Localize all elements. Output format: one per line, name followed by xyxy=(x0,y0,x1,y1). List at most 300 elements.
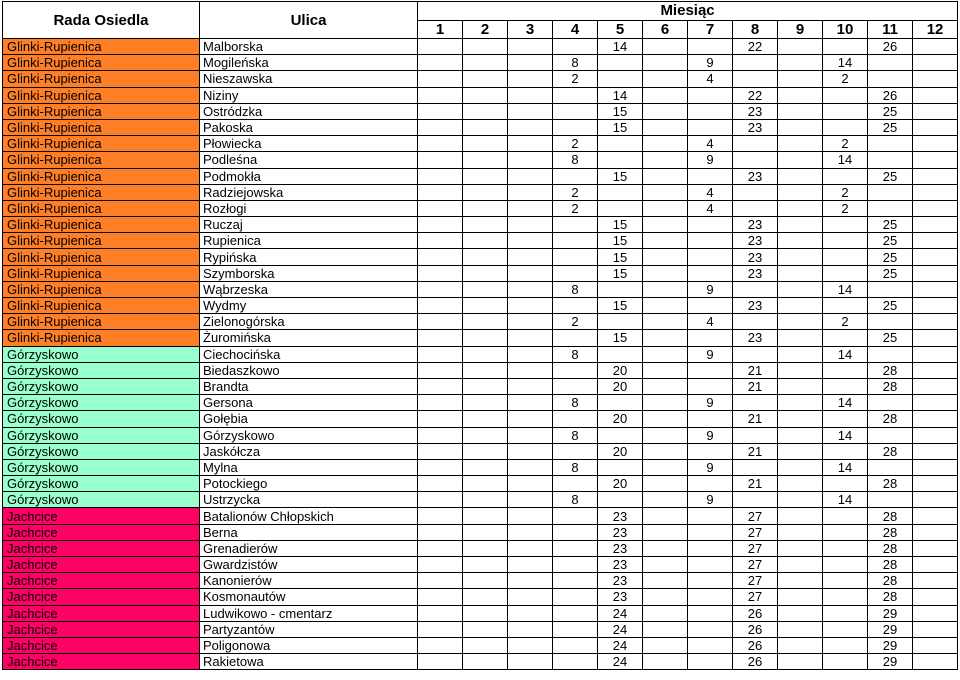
ulica-cell: Jaskółcza xyxy=(200,443,418,459)
month-2-cell xyxy=(463,346,508,362)
month-6-cell xyxy=(643,395,688,411)
rada-cell: Jachcice xyxy=(3,524,200,540)
month-1-cell xyxy=(418,476,463,492)
month-11-cell: 28 xyxy=(868,524,913,540)
month-8-cell xyxy=(733,314,778,330)
rada-cell: Glinki-Rupienica xyxy=(3,314,200,330)
month-9-cell xyxy=(778,217,823,233)
month-2-cell xyxy=(463,476,508,492)
month-8-cell xyxy=(733,200,778,216)
month-4-cell xyxy=(553,557,598,573)
month-10-cell xyxy=(823,119,868,135)
month-7-cell xyxy=(688,654,733,670)
month-11-cell xyxy=(868,55,913,71)
month-9-cell xyxy=(778,233,823,249)
month-7-cell xyxy=(688,298,733,314)
month-4-cell: 8 xyxy=(553,281,598,297)
table-row xyxy=(3,589,958,605)
month-10-cell xyxy=(823,39,868,55)
month-2-cell xyxy=(463,508,508,524)
rada-cell: Jachcice xyxy=(3,540,200,556)
rada-cell: Glinki-Rupienica xyxy=(3,217,200,233)
ulica-cell: Radziejowska xyxy=(200,184,418,200)
month-12-cell xyxy=(913,55,958,71)
month-12-cell xyxy=(913,314,958,330)
month-11-cell: 28 xyxy=(868,378,913,394)
month-8-cell xyxy=(733,427,778,443)
month-12-cell xyxy=(913,217,958,233)
month-11-cell: 28 xyxy=(868,476,913,492)
month-10-cell xyxy=(823,443,868,459)
month-2-cell xyxy=(463,119,508,135)
month-8-cell: 23 xyxy=(733,168,778,184)
table-row xyxy=(3,233,958,249)
month-1-cell xyxy=(418,443,463,459)
month-1-cell xyxy=(418,217,463,233)
month-7-cell xyxy=(688,573,733,589)
table-row xyxy=(3,605,958,621)
month-5-cell: 23 xyxy=(598,557,643,573)
month-9-cell xyxy=(778,427,823,443)
month-5-cell: 24 xyxy=(598,621,643,637)
month-2-cell xyxy=(463,233,508,249)
month-7-cell xyxy=(688,637,733,653)
month-1-cell xyxy=(418,168,463,184)
month-11-cell xyxy=(868,346,913,362)
month-header-10: 10 xyxy=(823,20,868,39)
month-2-cell xyxy=(463,621,508,637)
month-2-cell xyxy=(463,39,508,55)
month-6-cell xyxy=(643,476,688,492)
month-8-cell: 27 xyxy=(733,573,778,589)
month-9-cell xyxy=(778,55,823,71)
month-7-cell xyxy=(688,605,733,621)
month-5-cell: 14 xyxy=(598,87,643,103)
month-5-cell: 24 xyxy=(598,605,643,621)
month-12-cell xyxy=(913,411,958,427)
month-8-cell: 27 xyxy=(733,508,778,524)
month-11-cell: 29 xyxy=(868,605,913,621)
rada-cell: Glinki-Rupienica xyxy=(3,87,200,103)
month-6-cell xyxy=(643,168,688,184)
month-2-cell xyxy=(463,395,508,411)
month-1-cell xyxy=(418,508,463,524)
month-7-cell: 4 xyxy=(688,136,733,152)
month-6-cell xyxy=(643,411,688,427)
month-4-cell xyxy=(553,168,598,184)
month-5-cell xyxy=(598,281,643,297)
rada-cell: Glinki-Rupienica xyxy=(3,233,200,249)
ulica-cell: Nieszawska xyxy=(200,71,418,87)
month-7-cell xyxy=(688,103,733,119)
month-6-cell xyxy=(643,152,688,168)
month-10-cell xyxy=(823,524,868,540)
month-12-cell xyxy=(913,443,958,459)
month-10-cell: 2 xyxy=(823,71,868,87)
table-body xyxy=(3,39,958,670)
month-5-cell: 24 xyxy=(598,637,643,653)
month-3-cell xyxy=(508,39,553,55)
month-11-cell: 25 xyxy=(868,330,913,346)
month-1-cell xyxy=(418,395,463,411)
month-1-cell xyxy=(418,524,463,540)
month-2-cell xyxy=(463,55,508,71)
month-3-cell xyxy=(508,168,553,184)
month-2-cell xyxy=(463,378,508,394)
month-11-cell: 25 xyxy=(868,298,913,314)
rada-cell: Glinki-Rupienica xyxy=(3,152,200,168)
month-4-cell xyxy=(553,103,598,119)
month-11-cell: 25 xyxy=(868,217,913,233)
ulica-cell: Rakietowa xyxy=(200,654,418,670)
month-9-cell xyxy=(778,476,823,492)
ulica-cell: Rozłogi xyxy=(200,200,418,216)
table-row xyxy=(3,654,958,670)
month-3-cell xyxy=(508,55,553,71)
month-9-cell xyxy=(778,136,823,152)
month-11-cell xyxy=(868,314,913,330)
month-2-cell xyxy=(463,492,508,508)
month-1-cell xyxy=(418,346,463,362)
month-12-cell xyxy=(913,395,958,411)
month-10-cell xyxy=(823,508,868,524)
ulica-cell: Partyzantów xyxy=(200,621,418,637)
month-4-cell xyxy=(553,654,598,670)
month-5-cell xyxy=(598,459,643,475)
month-7-cell xyxy=(688,589,733,605)
month-5-cell xyxy=(598,55,643,71)
month-3-cell xyxy=(508,200,553,216)
table-row xyxy=(3,427,958,443)
month-11-cell xyxy=(868,492,913,508)
month-6-cell xyxy=(643,605,688,621)
month-header-2: 2 xyxy=(463,20,508,39)
month-2-cell xyxy=(463,411,508,427)
month-6-cell xyxy=(643,119,688,135)
ulica-cell: Kosmonautów xyxy=(200,589,418,605)
month-6-cell xyxy=(643,573,688,589)
month-10-cell: 14 xyxy=(823,459,868,475)
month-10-cell: 14 xyxy=(823,395,868,411)
month-7-cell xyxy=(688,378,733,394)
table-row xyxy=(3,55,958,71)
month-7-cell xyxy=(688,508,733,524)
month-4-cell xyxy=(553,443,598,459)
month-7-cell xyxy=(688,411,733,427)
month-1-cell xyxy=(418,427,463,443)
rada-cell: Górzyskowo xyxy=(3,476,200,492)
month-5-cell: 15 xyxy=(598,233,643,249)
month-11-cell xyxy=(868,395,913,411)
month-3-cell xyxy=(508,362,553,378)
month-10-cell xyxy=(823,330,868,346)
month-9-cell xyxy=(778,654,823,670)
month-2-cell xyxy=(463,605,508,621)
table-row xyxy=(3,184,958,200)
month-6-cell xyxy=(643,378,688,394)
month-12-cell xyxy=(913,71,958,87)
ulica-cell: Ludwikowo - cmentarz xyxy=(200,605,418,621)
rada-cell: Glinki-Rupienica xyxy=(3,298,200,314)
month-11-cell: 28 xyxy=(868,573,913,589)
month-7-cell: 9 xyxy=(688,346,733,362)
rada-cell: Górzyskowo xyxy=(3,443,200,459)
month-1-cell xyxy=(418,71,463,87)
month-4-cell xyxy=(553,298,598,314)
ulica-cell: Ostródzka xyxy=(200,103,418,119)
month-4-cell xyxy=(553,378,598,394)
rada-cell: Glinki-Rupienica xyxy=(3,281,200,297)
month-4-cell: 8 xyxy=(553,55,598,71)
month-4-cell: 8 xyxy=(553,492,598,508)
month-10-cell xyxy=(823,573,868,589)
month-8-cell: 26 xyxy=(733,654,778,670)
month-6-cell xyxy=(643,200,688,216)
month-3-cell xyxy=(508,330,553,346)
month-10-cell xyxy=(823,265,868,281)
month-4-cell: 2 xyxy=(553,314,598,330)
month-2-cell xyxy=(463,589,508,605)
month-header-4: 4 xyxy=(553,20,598,39)
month-5-cell: 15 xyxy=(598,103,643,119)
month-10-cell: 14 xyxy=(823,281,868,297)
month-5-cell: 15 xyxy=(598,298,643,314)
table-row xyxy=(3,330,958,346)
table-row xyxy=(3,621,958,637)
month-3-cell xyxy=(508,281,553,297)
month-11-cell: 25 xyxy=(868,103,913,119)
month-12-cell xyxy=(913,589,958,605)
month-8-cell xyxy=(733,55,778,71)
rada-cell: Jachcice xyxy=(3,605,200,621)
month-10-cell: 14 xyxy=(823,346,868,362)
month-5-cell: 15 xyxy=(598,119,643,135)
month-7-cell: 4 xyxy=(688,184,733,200)
month-3-cell xyxy=(508,103,553,119)
ulica-cell: Szymborska xyxy=(200,265,418,281)
month-1-cell xyxy=(418,152,463,168)
month-3-cell xyxy=(508,136,553,152)
table-row xyxy=(3,476,958,492)
table-row xyxy=(3,378,958,394)
month-9-cell xyxy=(778,540,823,556)
month-3-cell xyxy=(508,508,553,524)
rada-cell: Glinki-Rupienica xyxy=(3,119,200,135)
month-5-cell xyxy=(598,184,643,200)
month-3-cell xyxy=(508,71,553,87)
month-7-cell: 9 xyxy=(688,395,733,411)
rada-cell: Jachcice xyxy=(3,508,200,524)
month-5-cell: 15 xyxy=(598,168,643,184)
month-9-cell xyxy=(778,362,823,378)
month-1-cell xyxy=(418,459,463,475)
table-row xyxy=(3,557,958,573)
month-1-cell xyxy=(418,281,463,297)
month-11-cell: 29 xyxy=(868,621,913,637)
month-7-cell: 9 xyxy=(688,55,733,71)
month-12-cell xyxy=(913,330,958,346)
month-12-cell xyxy=(913,249,958,265)
table-row xyxy=(3,119,958,135)
month-8-cell: 23 xyxy=(733,103,778,119)
month-5-cell: 20 xyxy=(598,362,643,378)
month-6-cell xyxy=(643,298,688,314)
month-5-cell xyxy=(598,395,643,411)
month-9-cell xyxy=(778,573,823,589)
month-1-cell xyxy=(418,265,463,281)
month-11-cell: 29 xyxy=(868,654,913,670)
rada-cell: Glinki-Rupienica xyxy=(3,103,200,119)
month-11-cell: 26 xyxy=(868,87,913,103)
month-11-cell xyxy=(868,152,913,168)
month-9-cell xyxy=(778,637,823,653)
month-5-cell: 15 xyxy=(598,265,643,281)
ulica-cell: Niziny xyxy=(200,87,418,103)
month-2-cell xyxy=(463,654,508,670)
month-5-cell: 23 xyxy=(598,524,643,540)
ulica-cell: Podleśna xyxy=(200,152,418,168)
month-header-11: 11 xyxy=(868,20,913,39)
month-7-cell xyxy=(688,249,733,265)
month-1-cell xyxy=(418,621,463,637)
month-8-cell: 27 xyxy=(733,557,778,573)
month-12-cell xyxy=(913,654,958,670)
ulica-cell: Malborska xyxy=(200,39,418,55)
table-row xyxy=(3,362,958,378)
month-2-cell xyxy=(463,459,508,475)
month-5-cell xyxy=(598,346,643,362)
month-header-8: 8 xyxy=(733,20,778,39)
month-12-cell xyxy=(913,637,958,653)
ulica-cell: Potockiego xyxy=(200,476,418,492)
month-10-cell xyxy=(823,621,868,637)
rada-cell: Glinki-Rupienica xyxy=(3,265,200,281)
rada-cell: Górzyskowo xyxy=(3,492,200,508)
month-7-cell xyxy=(688,476,733,492)
month-9-cell xyxy=(778,524,823,540)
month-2-cell xyxy=(463,427,508,443)
month-11-cell: 28 xyxy=(868,508,913,524)
month-4-cell xyxy=(553,605,598,621)
month-2-cell xyxy=(463,330,508,346)
month-5-cell: 20 xyxy=(598,411,643,427)
month-7-cell xyxy=(688,233,733,249)
month-12-cell xyxy=(913,103,958,119)
month-3-cell xyxy=(508,637,553,653)
month-10-cell xyxy=(823,233,868,249)
table-row xyxy=(3,298,958,314)
month-6-cell xyxy=(643,540,688,556)
month-6-cell xyxy=(643,55,688,71)
month-10-cell xyxy=(823,654,868,670)
month-12-cell xyxy=(913,200,958,216)
month-7-cell xyxy=(688,557,733,573)
month-11-cell xyxy=(868,281,913,297)
month-1-cell xyxy=(418,540,463,556)
month-3-cell xyxy=(508,459,553,475)
table-row xyxy=(3,411,958,427)
month-9-cell xyxy=(778,395,823,411)
month-12-cell xyxy=(913,557,958,573)
month-4-cell xyxy=(553,217,598,233)
month-9-cell xyxy=(778,443,823,459)
month-8-cell xyxy=(733,281,778,297)
month-4-cell xyxy=(553,39,598,55)
month-6-cell xyxy=(643,637,688,653)
table-row xyxy=(3,346,958,362)
ulica-cell: Wąbrzeska xyxy=(200,281,418,297)
month-9-cell xyxy=(778,508,823,524)
month-9-cell xyxy=(778,71,823,87)
month-7-cell: 9 xyxy=(688,459,733,475)
month-4-cell: 2 xyxy=(553,184,598,200)
rada-cell: Górzyskowo xyxy=(3,362,200,378)
rada-cell: Jachcice xyxy=(3,573,200,589)
month-11-cell: 25 xyxy=(868,119,913,135)
rada-cell: Jachcice xyxy=(3,589,200,605)
month-10-cell: 2 xyxy=(823,314,868,330)
month-3-cell xyxy=(508,589,553,605)
month-1-cell xyxy=(418,119,463,135)
month-5-cell: 20 xyxy=(598,443,643,459)
month-8-cell: 21 xyxy=(733,443,778,459)
ulica-cell: Rypińska xyxy=(200,249,418,265)
month-12-cell xyxy=(913,524,958,540)
month-3-cell xyxy=(508,654,553,670)
ulica-cell: Płowiecka xyxy=(200,136,418,152)
month-header-12: 12 xyxy=(913,20,958,39)
month-3-cell xyxy=(508,152,553,168)
month-8-cell: 23 xyxy=(733,233,778,249)
month-7-cell: 9 xyxy=(688,281,733,297)
ulica-cell: Kanonierów xyxy=(200,573,418,589)
month-2-cell xyxy=(463,281,508,297)
month-11-cell xyxy=(868,136,913,152)
month-8-cell: 27 xyxy=(733,524,778,540)
month-11-cell: 26 xyxy=(868,39,913,55)
month-9-cell xyxy=(778,346,823,362)
month-9-cell xyxy=(778,298,823,314)
month-header-9: 9 xyxy=(778,20,823,39)
month-6-cell xyxy=(643,362,688,378)
month-7-cell xyxy=(688,524,733,540)
month-8-cell xyxy=(733,184,778,200)
table-row xyxy=(3,524,958,540)
month-1-cell xyxy=(418,249,463,265)
table-row xyxy=(3,136,958,152)
month-10-cell xyxy=(823,589,868,605)
month-9-cell xyxy=(778,265,823,281)
month-10-cell xyxy=(823,637,868,653)
month-12-cell xyxy=(913,362,958,378)
ulica-cell: Berna xyxy=(200,524,418,540)
rada-cell: Jachcice xyxy=(3,621,200,637)
month-8-cell: 26 xyxy=(733,637,778,653)
rada-cell: Glinki-Rupienica xyxy=(3,249,200,265)
month-2-cell xyxy=(463,557,508,573)
table-row xyxy=(3,103,958,119)
month-9-cell xyxy=(778,378,823,394)
month-2-cell xyxy=(463,362,508,378)
month-6-cell xyxy=(643,492,688,508)
table-row xyxy=(3,265,958,281)
month-2-cell xyxy=(463,217,508,233)
month-12-cell xyxy=(913,492,958,508)
month-5-cell xyxy=(598,136,643,152)
month-11-cell xyxy=(868,459,913,475)
month-2-cell xyxy=(463,524,508,540)
month-3-cell xyxy=(508,314,553,330)
